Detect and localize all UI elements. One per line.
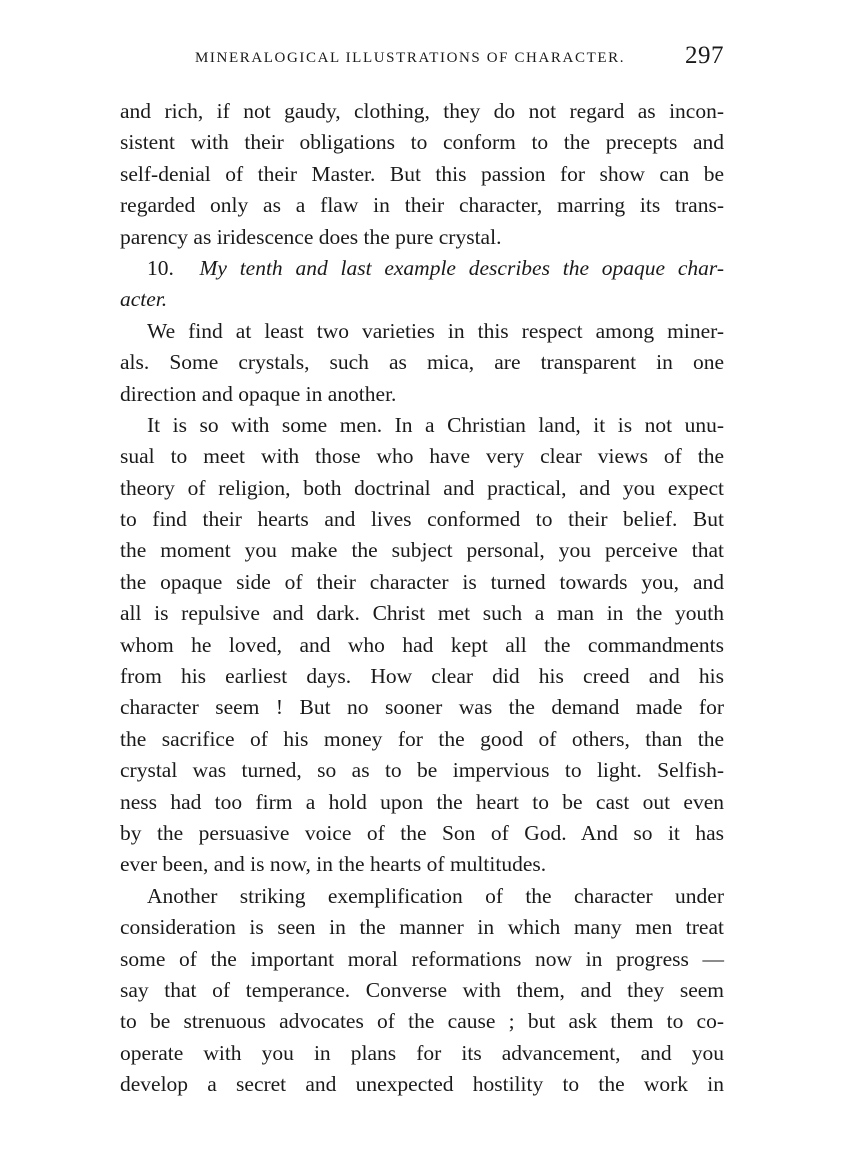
text-line: It is so with some men. In a Christian land, it is not unu- (147, 412, 724, 437)
text-line: by the persuasive voice of the Son of God. And so it has (120, 820, 724, 845)
running-header (120, 42, 724, 82)
text-line: theory of religion, both doctrinal and practical, and you expect (120, 475, 724, 500)
italic-heading-text: My tenth and last example describes the opaque char- (199, 255, 724, 280)
text-line: operate with you in plans for its advancement, and you (120, 1040, 724, 1065)
text-line: and rich, if not gaudy, clothing, they do not regard as incon- (120, 99, 724, 123)
text-line-numbered (120, 253, 724, 284)
text-line: ness had too firm a hold upon the heart to be cast out even (120, 789, 724, 814)
text-line: all is repulsive and dark. Christ met such a man in the youth (120, 601, 724, 626)
text-line: ever been, and is now, in the hearts of multitudes. (120, 852, 547, 877)
paragraph (120, 881, 724, 1101)
text-line: regarded only as a flaw in their character, marring its trans- (120, 193, 724, 218)
text-line: to be strenuous advocates of the cause ; but ask them to co- (120, 1009, 724, 1034)
text-line: to find their hearts and lives conformed to their belief. But (120, 507, 724, 532)
section-number: 10. (147, 255, 174, 280)
text-line: self-denial of their Master. But this passion for show can be (120, 161, 724, 186)
paragraph (120, 410, 724, 881)
paragraph (120, 316, 724, 410)
text-line: the sacrifice of his money for the good of others, than the (120, 726, 724, 751)
text-line: acter. (120, 287, 168, 312)
text-line: sual to meet with those who have very clear views of the (120, 444, 724, 469)
text-line: als. Some crystals, such as mica, are transparent in one (120, 350, 724, 375)
text-line: We find at least two varieties in this respect among miner- (147, 318, 724, 343)
text-line: consideration is seen in the manner in which many men treat (120, 915, 724, 940)
text-line: from his earliest days. How clear did his creed and his (120, 664, 724, 689)
text-line: the opaque side of their character is turned towards you, and (120, 569, 724, 594)
page-number: 297 (685, 42, 724, 69)
text-line: some of the important moral reformations now in progress — (120, 946, 724, 971)
text-line: the moment you make the subject personal, you perceive that (120, 538, 724, 563)
paragraph-continuation (120, 96, 724, 253)
text-line: crystal was turned, so as to be impervious to light. Selfish- (120, 758, 724, 783)
text-line: Another striking exemplification of the character under (147, 883, 724, 908)
text-line: parency as iridescence does the pure crystal. (120, 224, 502, 249)
text-line: say that of temperance. Converse with them, and they seem (120, 977, 724, 1002)
running-title: MINERALOGICAL ILLUSTRATIONS OF CHARACTER. (195, 50, 626, 66)
body-text (120, 96, 724, 1101)
text-line: character seem ! But no sooner was the demand made for (120, 695, 724, 720)
text-line: develop a secret and unexpected hostility to the work in (120, 1072, 724, 1097)
text-line: whom he loved, and who had kept all the commandments (120, 632, 724, 657)
paragraph-numbered-example (120, 253, 724, 316)
text-line: sistent with their obligations to conform to the precepts and (120, 130, 724, 155)
text-line: direction and opaque in another. (120, 381, 397, 406)
